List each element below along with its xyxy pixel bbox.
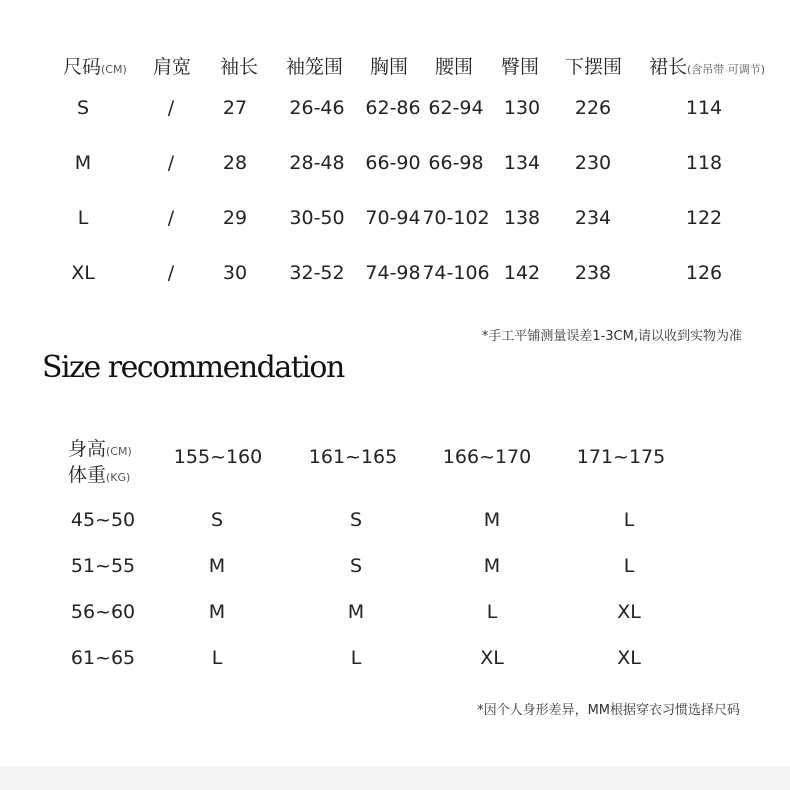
header-bust: 胸围: [370, 56, 409, 78]
table-cell: 32-52: [289, 262, 345, 284]
table-cell: 126: [685, 262, 723, 284]
table-cell: 28: [222, 152, 248, 174]
table-cell: 226: [574, 97, 612, 119]
header-hip: 臀围: [501, 56, 540, 78]
weight-range: 56~60: [70, 601, 136, 623]
header-hem: 下摆围: [565, 56, 623, 78]
table-cell: 122: [685, 207, 723, 229]
table-cell: 74-106: [422, 262, 490, 284]
weight-range: 61~65: [70, 647, 136, 669]
table-cell: XL: [71, 262, 95, 284]
header-sleeve-length: 袖长: [220, 56, 259, 78]
table-cell: M: [74, 152, 92, 174]
header-dress-length-label: 裙长: [649, 56, 688, 78]
recommended-size: M: [347, 601, 365, 623]
header-size-unit: (CM): [101, 63, 127, 76]
weight-label: [68, 460, 130, 487]
table-cell: L: [77, 207, 89, 229]
recommended-size: S: [210, 509, 224, 531]
recommended-size: L: [211, 647, 223, 669]
height-range: 166~170: [442, 446, 532, 468]
table-cell: S: [76, 97, 90, 119]
weight-range: 45~50: [70, 509, 136, 531]
recommended-size: L: [623, 509, 635, 531]
table-cell: 26-46: [289, 97, 345, 119]
height-label: [68, 434, 132, 461]
table-cell: 28-48: [289, 152, 345, 174]
table-cell: 118: [685, 152, 723, 174]
weight-unit: (KG): [106, 471, 131, 484]
table-cell: 30: [222, 262, 248, 284]
weight-label-text: 体重: [68, 464, 107, 486]
recommended-size: M: [483, 509, 501, 531]
header-size: [63, 52, 127, 79]
recommended-size: XL: [617, 601, 641, 623]
measurement-note: *手工平铺测量误差1-3CM,请以收到实物为准: [481, 329, 742, 344]
table-cell: 29: [222, 207, 248, 229]
recommended-size: M: [208, 601, 226, 623]
table-cell: 234: [574, 207, 612, 229]
header-dress-length-unit: (含吊带 可调节): [687, 63, 766, 76]
table-cell: 238: [574, 262, 612, 284]
table-cell: 30-50: [289, 207, 345, 229]
table-cell: 130: [503, 97, 541, 119]
table-cell: 142: [503, 262, 541, 284]
recommended-size: S: [349, 555, 363, 577]
table-cell: 70-102: [422, 207, 490, 229]
recommended-size: L: [623, 555, 635, 577]
header-dress-length: [649, 52, 765, 79]
header-armhole: 袖笼围: [286, 56, 344, 78]
weight-range: 51~55: [70, 555, 136, 577]
recommendation-note: *因个人身形差异，MM根据穿衣习惯选择尺码: [477, 703, 740, 718]
table-cell: /: [167, 207, 175, 229]
recommended-size: XL: [480, 647, 504, 669]
recommended-size: M: [208, 555, 226, 577]
recommended-size: XL: [617, 647, 641, 669]
height-label-text: 身高: [68, 438, 107, 460]
table-cell: 66-90: [365, 152, 421, 174]
recommended-size: S: [349, 509, 363, 531]
table-cell: /: [167, 262, 175, 284]
table-cell: 230: [574, 152, 612, 174]
recommended-size: M: [483, 555, 501, 577]
height-range: 155~160: [173, 446, 263, 468]
recommendation-title: Size recommendation: [42, 350, 344, 385]
table-cell: 134: [503, 152, 541, 174]
recommended-size: L: [486, 601, 498, 623]
recommended-size: L: [350, 647, 362, 669]
footer-band: [0, 766, 790, 790]
table-cell: 62-94: [428, 97, 484, 119]
header-shoulder: 肩宽: [153, 56, 192, 78]
table-cell: 114: [685, 97, 723, 119]
height-unit: (CM): [106, 445, 132, 458]
table-cell: 138: [503, 207, 541, 229]
table-cell: /: [167, 97, 175, 119]
table-cell: 66-98: [428, 152, 484, 174]
table-cell: /: [167, 152, 175, 174]
height-range: 171~175: [576, 446, 666, 468]
header-size-label: 尺码: [63, 56, 102, 78]
table-cell: 70-94: [365, 207, 421, 229]
table-cell: 27: [222, 97, 248, 119]
height-range: 161~165: [308, 446, 398, 468]
header-waist: 腰围: [435, 56, 474, 78]
table-cell: 62-86: [365, 97, 421, 119]
table-cell: 74-98: [365, 262, 421, 284]
